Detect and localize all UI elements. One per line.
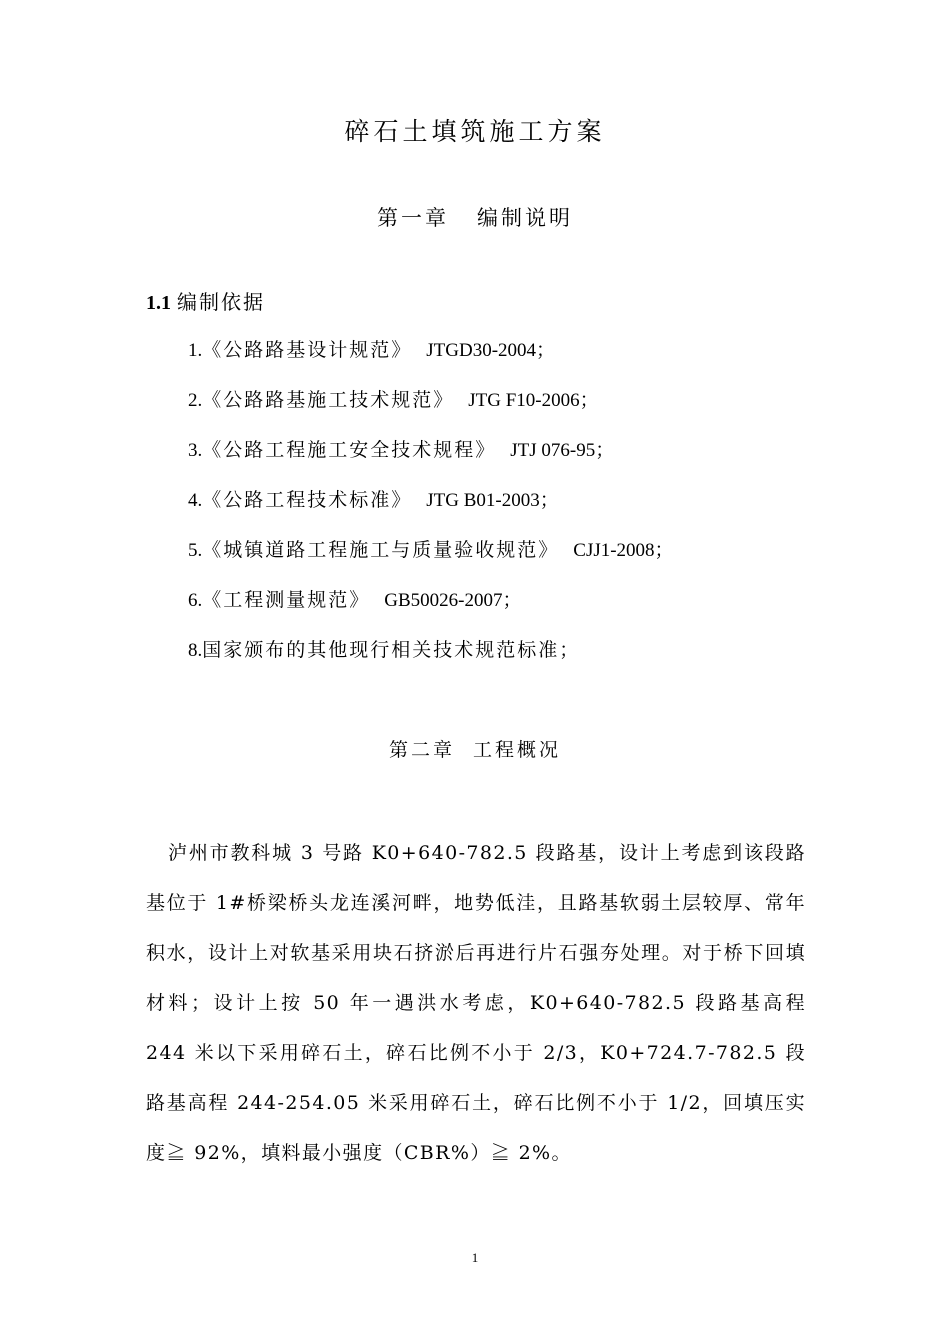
reference-title: 《公路路基设计规范》	[202, 339, 413, 361]
reference-item	[188, 586, 674, 636]
reference-index: 3.	[188, 440, 203, 461]
reference-code: JTGD30-2004；	[426, 340, 556, 361]
section-heading	[146, 286, 265, 315]
reference-code: CJJ1-2008；	[573, 540, 674, 561]
reference-index: 2.	[188, 390, 203, 411]
reference-title: 国家颁布的其他现行相关技术规范标准；	[202, 639, 581, 661]
reference-index: 5.	[188, 540, 203, 561]
page-number: 1	[471, 1250, 479, 1265]
overview-paragraph: 泸州市教科城 3 号路 K0+640-782.5 段路基，设计上考虑到该段路基位于 1#桥梁桥头龙连溪河畔，地势低洼，且路基软弱土层较厚、常年积水，设计上对软基采用块石挤淤后再进行片石强夯处理。对于桥下回填材料；设计上按 50 年一遇洪水考虑，K0+640-782.5 段路基高程 244 米以下采用碎石土，碎石比例不小于 2/3，K0+724.7-782.5 段路基高程 244-254.05 米采用碎石土，碎石比例不小于 1/2，回填压实度≧ 92%，填料最小强度（CBR%）≧ 2%。	[146, 842, 806, 1164]
reference-item	[188, 436, 674, 486]
section-number: 1.1	[146, 292, 171, 314]
reference-index: 6.	[188, 590, 203, 611]
reference-item	[188, 536, 674, 586]
chapter-1-name: 编制说明	[477, 206, 573, 230]
reference-item	[188, 336, 674, 386]
reference-title: 《公路路基施工技术规范》	[202, 389, 455, 411]
reference-code: GB50026-2007；	[384, 590, 522, 611]
reference-item	[188, 386, 674, 436]
reference-title: 《城镇道路工程施工与质量验收规范》	[202, 539, 560, 561]
reference-code: JTJ 076-95；	[510, 440, 615, 461]
reference-index: 8.	[188, 640, 203, 661]
chapter-2-label: 第二章	[388, 739, 455, 761]
reference-code: JTG B01-2003；	[426, 490, 559, 511]
document-title: 碎石土填筑施工方案	[344, 117, 606, 146]
reference-title: 《公路工程技术标准》	[202, 489, 413, 511]
reference-title: 《公路工程施工安全技术规程》	[202, 439, 497, 461]
chapter-1-heading	[0, 202, 950, 232]
reference-title: 《工程测量规范》	[202, 589, 371, 611]
chapter-2-heading	[0, 735, 950, 762]
reference-code: JTG F10-2006；	[468, 390, 599, 411]
chapter-2-name: 工程概况	[473, 739, 562, 761]
reference-item	[188, 486, 674, 536]
reference-index: 4.	[188, 490, 203, 511]
reference-index: 1.	[188, 340, 203, 361]
chapter-1-label: 第一章	[377, 206, 449, 230]
reference-list	[188, 336, 674, 686]
reference-item	[188, 636, 674, 686]
section-title: 编制依据	[177, 290, 265, 314]
